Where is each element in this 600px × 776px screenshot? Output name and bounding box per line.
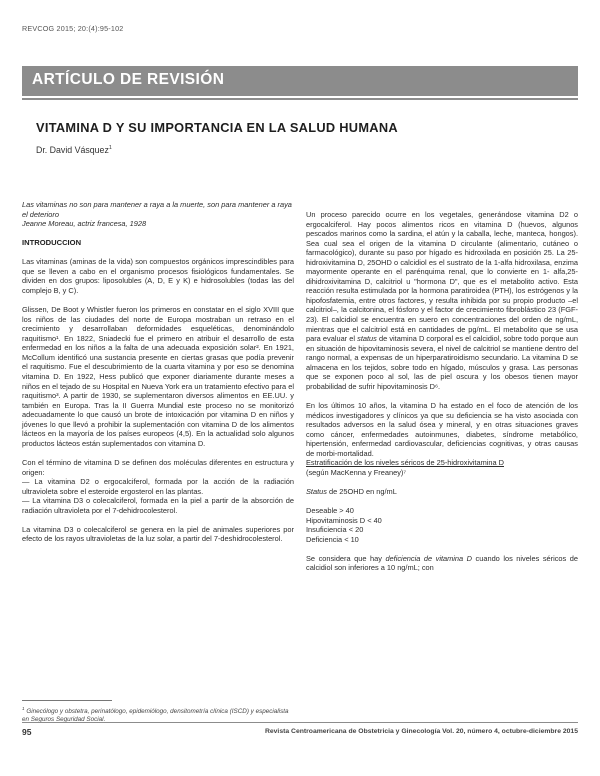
level-item: Hipovitaminosis D < 40 xyxy=(306,515,382,525)
epigraph-attribution: Jeanne Moreau, actriz francesa, 1928 xyxy=(22,219,147,229)
paragraph: Con el término de vitamina D se definen dos moléculas diferentes en estructura y origen: xyxy=(22,457,294,477)
paragraph: La vitamina D3 o colecalciferol se genera en la piel de animales superiores por efecto de los rayos ultravioletas de la luz solar, a partir del 7-deshidrocolesterol. xyxy=(22,524,294,544)
section-heading-introduccion: INTRODUCCION xyxy=(22,238,82,248)
paragraph: En los últimos 10 años, la vitamina D ha estado en el foco de atención de los médicos investigadores y clínicos ya que su deficiencia se ha visto asociada con resultados adversos en la salud ósea y mineral, y en otras situaciones graves como cáncer, enfermedades autoinmunes, diabetes, síndrome metabólico, hipertensión, enfermedad cardiovascular, deficiencias cognitivas, y otras causas de morbi-mortalidad. xyxy=(306,400,578,458)
classification-source: (según MacKenna y Freaney)⁷ xyxy=(306,467,407,477)
emphasis: deficiencia de vitamina D xyxy=(385,553,473,563)
emphasis: status xyxy=(357,334,377,344)
page-number: 95 xyxy=(22,727,32,737)
section-banner xyxy=(22,66,578,96)
level-item: Deficiencia < 10 xyxy=(306,534,359,544)
author-mark: 1 xyxy=(108,145,112,152)
status-text: de 25OHD en ng/mL xyxy=(329,486,397,496)
footnote-rule xyxy=(22,700,112,701)
paragraph xyxy=(306,210,578,391)
paragraph-text: cuando los niveles séricos de calcidiol son inferiores a 10 ng/mL; con xyxy=(306,553,578,573)
author-name: Dr. David Vásquez xyxy=(36,145,109,155)
paragraph xyxy=(306,554,578,573)
classification-title-text: Estratificación de los niveles séricos de 25-hidroxivitamina D xyxy=(306,458,504,468)
journal-footer: Revista Centroamericana de Obstetricia y Ginecología Vol. 20, número 4, octubre-diciembre 2015 xyxy=(264,728,578,735)
list-item: — La vitamina D3 o colecalciferol, formada en la piel a partir de la absorción de radiación ultravioleta por el 7-dehidrocolesterol. xyxy=(22,496,294,515)
paragraph: Glissen, De Boot y Whistler fueron los primeros en constatar en el siglo XVIII que los niños de las ciudades del norte de Europa mostraban un retraso en el crecimiento y desarrollaban deformidades esqueléticas, denominándolo raquitismo¹. En 1822, Sniadecki fue el primero en atribuir el desarrollo de esta enfermedad en los niños a la falta de una adecuada exposición solar². En 1921, McCollum identificó una sustancia presente en ciertas grasas que podía prevenir el raquitismo. Fue el descubrimiento de la cuarta vitamina y por eso se denomina vitamina D. En 1922, Hess publicó que exponer diariamente durante meses a niños en el tejado de su Hospital en Nueva York era un tratamiento efectivo para el raquitismo³. A partir de 1930, se suplementaron diversos alimentos en EE.UU. y también en Europa. Tras la II Guerra Mundial este proceso no se monitorizó adecuadamente lo que causó un brote de intoxicación por vitamina D en niños y jóvenes lo que llevó a prohibir la suplementación con vitamina D de los alimentos lácteos en la mayoría de los países europeos (4,5). En la actualidad solo algunos productos lácteos están suplementados con vitamina D. xyxy=(22,305,294,448)
level-item: Insuficiencia < 20 xyxy=(306,525,364,535)
epigraph xyxy=(22,200,294,229)
left-column xyxy=(22,200,294,554)
footer-rule xyxy=(22,722,578,723)
banner-rule xyxy=(22,98,578,100)
journal-reference: REVCOG 2015; 20:(4):95-102 xyxy=(22,24,124,33)
right-column xyxy=(306,210,578,583)
paragraph-text: Se considera que hay xyxy=(306,553,382,563)
paragraph: Las vitaminas (aminas de la vida) son compuestos orgánicos imprescindibles para que se lleven a cabo en el organismo procesos fisiológicos fundamentales. Se dividen en dos grupos: liposolubles (A, D, E y K) e hidrosolubles (todas las del complejo B, y C). xyxy=(22,257,294,296)
section-label: ARTÍCULO DE REVISIÓN xyxy=(32,71,225,88)
footnote-text: Ginecólogo y obstetra, perinatólogo, epidemiólogo, densitometría clínica (ISCD) y especialista en Seguros Seguridad Social. xyxy=(22,708,289,724)
article-title: VITAMINA D Y SU IMPORTANCIA EN LA SALUD HUMANA xyxy=(36,120,398,135)
classification-title xyxy=(306,458,578,468)
footnote-mark: 1 xyxy=(22,706,25,711)
author xyxy=(36,145,112,155)
level-item: Deseable > 40 xyxy=(306,506,354,516)
epigraph-quote: Las vitaminas no son para mantener a raya a la muerte, son para mantener a raya el deterioro xyxy=(22,200,292,219)
list-item: — La vitamina D2 o ergocalciferol, formada por la acción de la radiación ultravioleta sobre el esteroide ergosterol en las plantas. xyxy=(22,477,294,496)
paragraph-text: Un proceso parecido ocurre en los vegetales, generándose vitamina D2 o ergocalciferol. Hay pocos alimentos ricos en vitamina D (huevos, algunos pescados marinos como la sardina, el atún y la caballa, leche, manteca, hongos). Sea cual sea el origen de la vitamina D circulante (alimentario, cutáneo o farmacológico), durante su paso por hígado es hidroxilada en posición 25. La 25-hidroxivitamina D, 25OHD o calcidiol es el sustrato de la 1-alfa hidroxilasa, enzima mayormente operante en el parénquima renal, que lo convierte en 1- alfa,25-dihidroxivitamina D, calcitriol u "hormona D", que es el metabolito activo. Esta reacción resulta estimulada por la hormona paratiroidea (PTH), los estrógenos y la hipofosfatemia, entre otros factores, y resulta inhibida por su propio producto –el calcitriol–, la calcitonina, el fósforo y el factor de crecimiento fibroblástico 23 (FGF-23). El calcidiol se encuentra en suero en concentraciones del orden de ng/mL, mientras que el calcitriol está en cantidades de pg/mL. El metabolito que se usa para evaluar el xyxy=(306,210,578,344)
paragraph-text: de vitamina D corporal es el calcidiol, sobre todo porque aun en situación de hipovitaminosis severa, el nivel de calcitriol se mantiene dentro del rango normal, a expensas de un hiperparatiroidismo secundario. La vitamina D se almacena en los tejidos, sobre todo en hígado, músculos y grasa. Las personas que se exponen poco al sol, las de piel oscura y los obesos tienen mayor probabilidad de sufrir hipovitaminosis D⁶. xyxy=(306,334,578,391)
status-label: Status xyxy=(306,486,327,496)
status-line xyxy=(306,487,578,497)
levels-list xyxy=(306,506,578,544)
